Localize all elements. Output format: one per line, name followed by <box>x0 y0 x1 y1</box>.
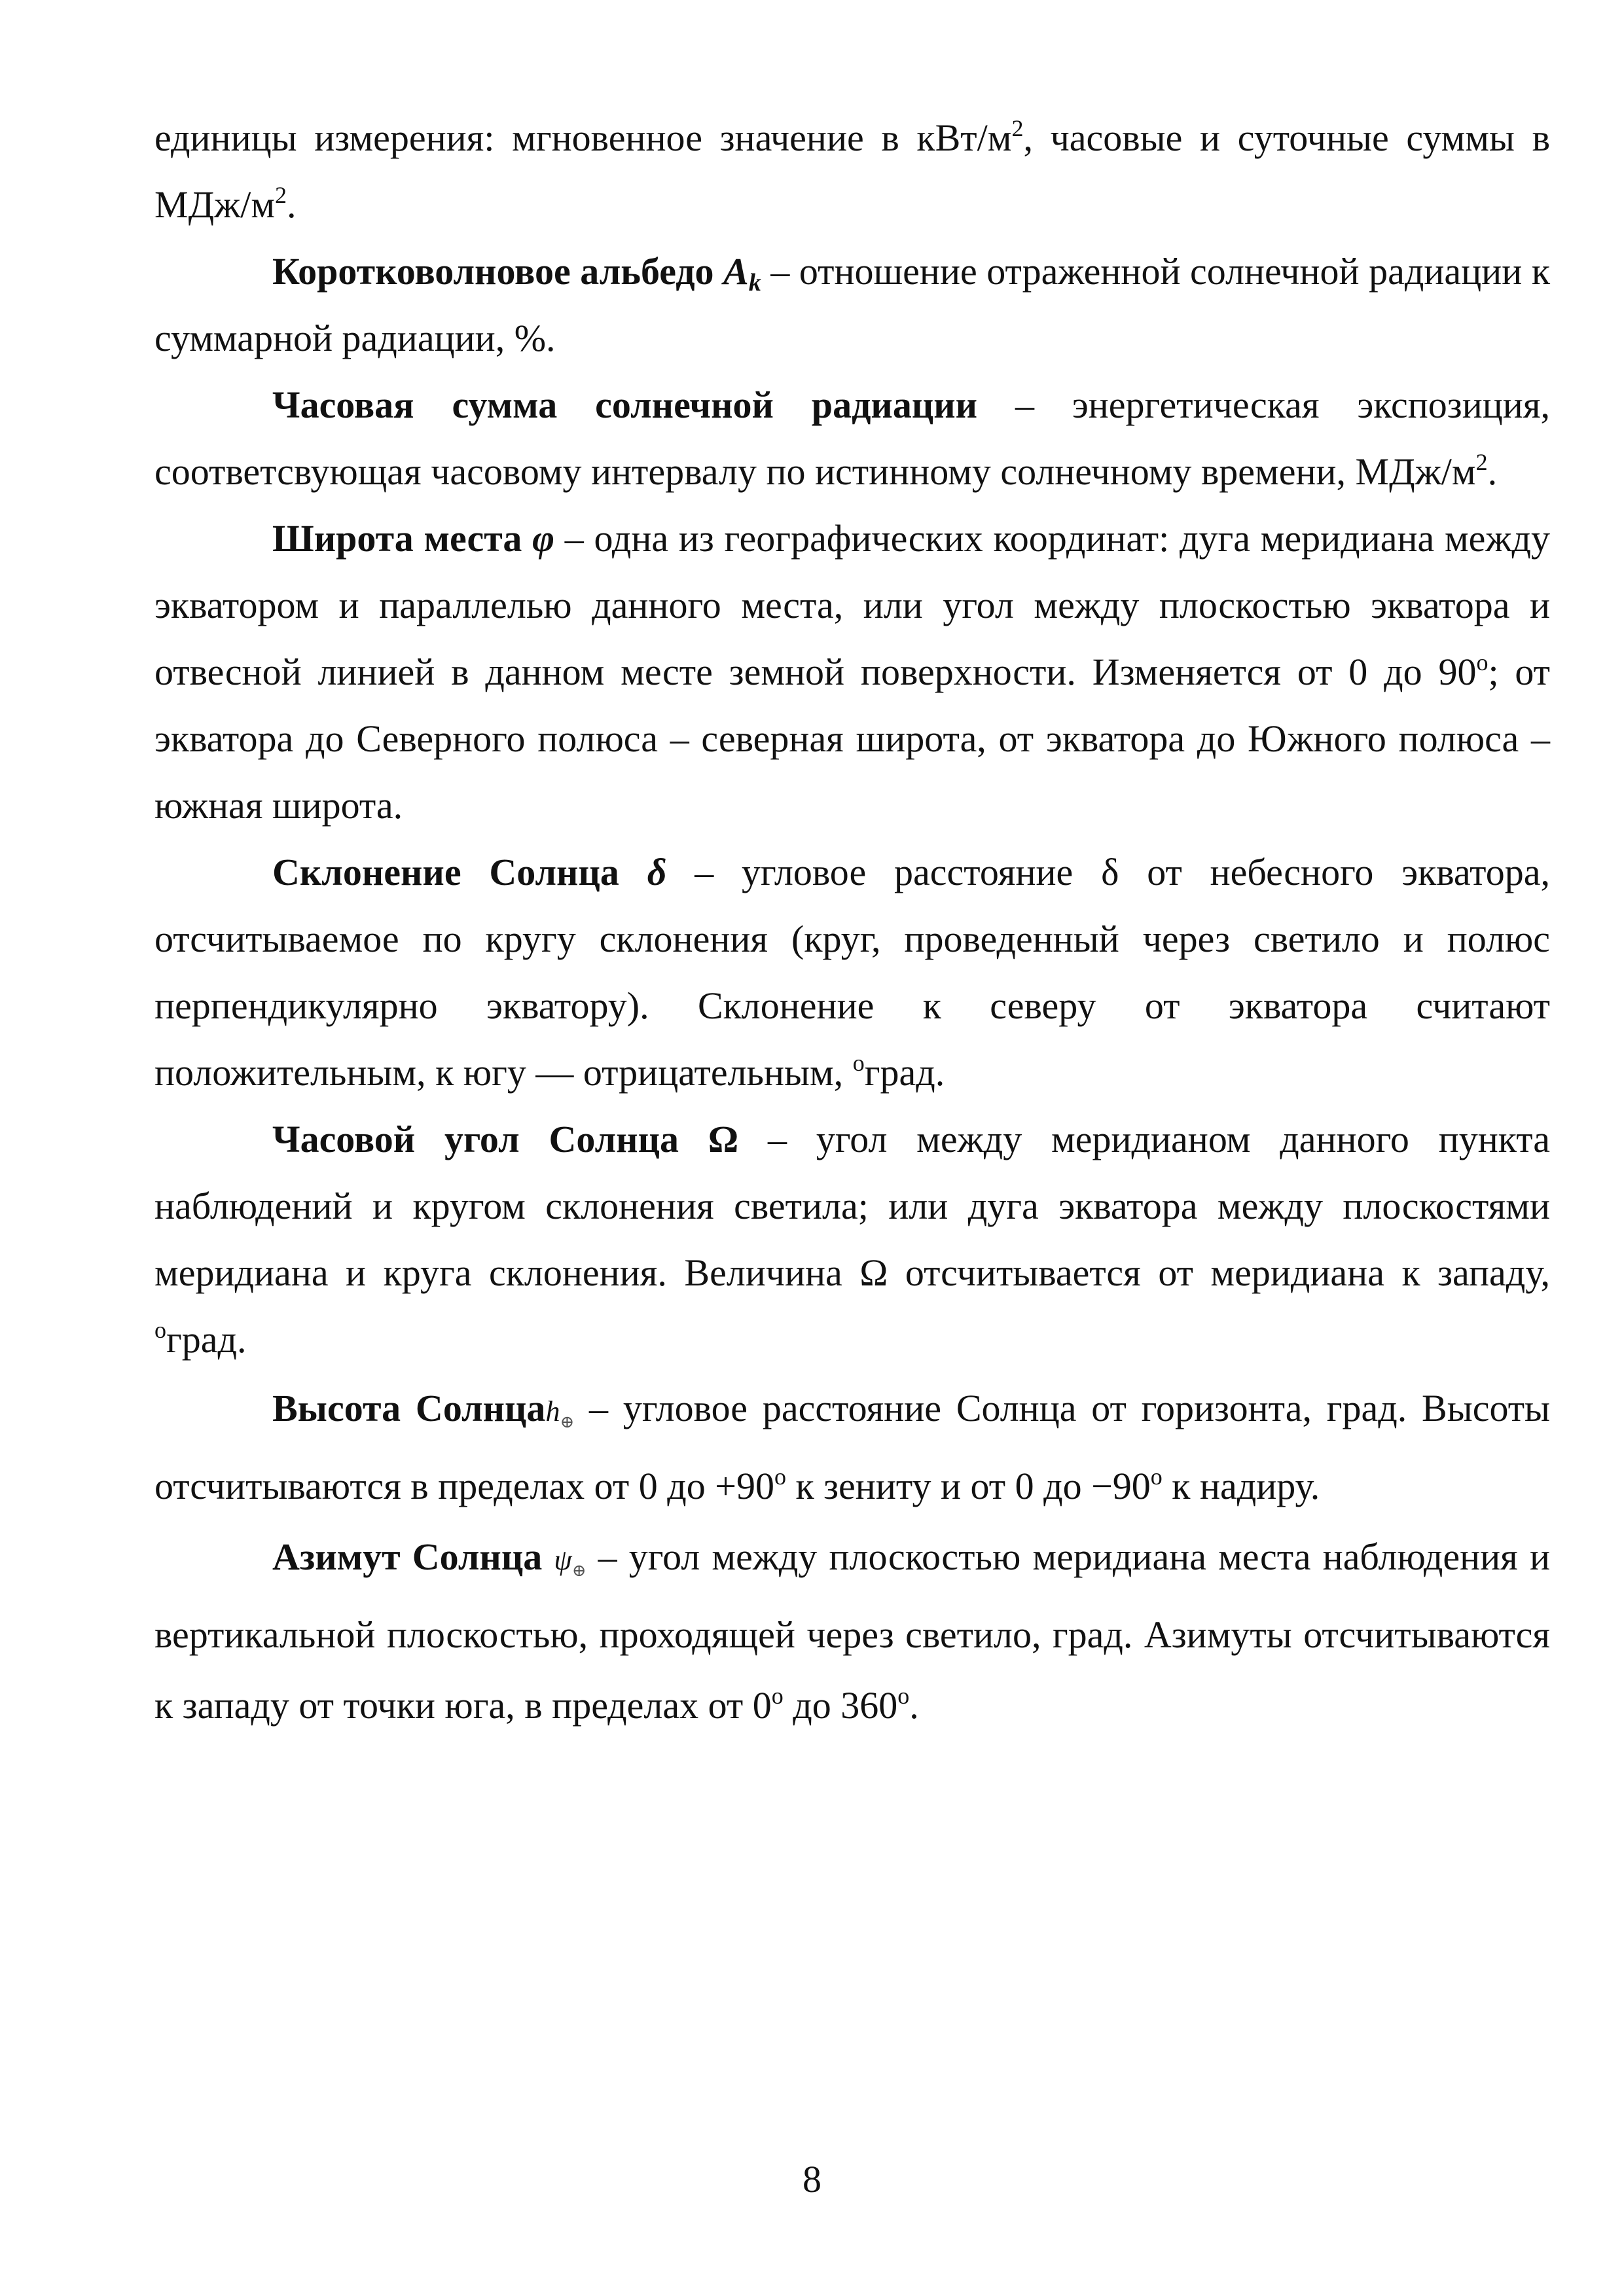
term-sun-altitude: Высота Солнца <box>272 1387 546 1429</box>
hourly-sum-superscript: 2 <box>1475 449 1488 475</box>
definition-latitude-cont: ; от экватора до Северного полюса – северная широта, от экватора до Южного полюса – южная широта. <box>154 651 1550 827</box>
paragraph-hourly-sum <box>154 372 1550 505</box>
units-text: , часовые и суточные суммы в МДж/м <box>154 117 1551 226</box>
symbol-albedo-subscript: k <box>748 269 761 296</box>
symbol-sun-azimuth-main: ψ <box>554 1544 572 1576</box>
paragraph-sun-altitude <box>154 1373 1550 1522</box>
term-hourly-sum: Часовая сумма солнечной радиации <box>272 384 978 426</box>
degree-superscript: o <box>1150 1463 1163 1490</box>
sun-symbol-subscript: ⊕ <box>560 1412 575 1431</box>
symbol-sun-azimuth <box>554 1544 586 1580</box>
degree-superscript: o <box>897 1683 910 1709</box>
definition-sun-azimuth-end: . <box>909 1684 919 1727</box>
degree-superscript: o <box>771 1683 784 1709</box>
symbol-sun-altitude-main: h <box>545 1395 560 1427</box>
paragraph-hour-angle <box>154 1106 1550 1373</box>
units-text: единицы измерения: мгновенное значение в кВт/м <box>154 117 1012 159</box>
definition-sun-azimuth-cont: до 360 <box>783 1684 898 1727</box>
definition-sun-altitude: – угловое расстояние Солнца от горизонта, град. Высоты отсчитываются в пределах от 0 до +90 <box>154 1387 1551 1507</box>
sun-symbol-subscript: ⊕ <box>571 1561 586 1580</box>
definition-albedo: – отношение отраженной солнечной радиации к суммарной радиации, %. <box>154 250 1550 359</box>
symbol-hour-angle: Ω <box>708 1118 739 1160</box>
definition-hour-angle: – угол между меридианом данного пункта наблюдений и кругом склонения светила; или дуга экватора между плоскостями меридиана и круга склонения. Величина Ω отсчитывается от меридиана к западу, <box>154 1118 1551 1294</box>
symbol-albedo-main: A <box>723 250 749 293</box>
definition-sun-altitude-cont: к зениту и от 0 до −90 <box>785 1465 1151 1507</box>
units-text: . <box>287 183 297 226</box>
page-body <box>154 105 1550 1741</box>
units-superscript: 2 <box>275 182 287 208</box>
symbol-albedo <box>723 250 761 296</box>
term-albedo: Коротковолновое альбедо <box>272 250 714 293</box>
definition-declination-end: град. <box>864 1051 945 1094</box>
term-hour-angle: Часовой угол Солнца <box>272 1118 679 1160</box>
definition-declination: – угловое расстояние δ от небесного экватора, отсчитываемое по кругу склонения (круг, проведенный через светило и полюс перпендикулярно экватору). Склонение к северу от экватора считают положительным, к югу — отрицательным, <box>154 851 1550 1094</box>
symbol-declination: δ <box>647 851 667 893</box>
paragraph-sun-azimuth <box>154 1522 1550 1741</box>
degree-superscript: o <box>154 1317 166 1343</box>
definition-hourly-sum-end: . <box>1487 450 1498 493</box>
definition-hourly-sum: – энергетическая экспозиция, соответсвующая часовому интервалу по истинному солнечному времени, МДж/м <box>154 384 1550 493</box>
term-latitude: Широта места <box>272 517 522 560</box>
units-superscript: 2 <box>1011 115 1024 141</box>
paragraph-units <box>154 105 1550 238</box>
definition-latitude: – одна из географических координат: дуга меридиана между экватором и параллелью данного места, или угол между плоскостью экватора и отвесной линией в данном месте земной поверхности. Изменяется от 0 до 90 <box>154 517 1551 693</box>
symbol-latitude: φ <box>532 517 555 560</box>
degree-superscript: o <box>852 1050 865 1076</box>
definition-hour-angle-end: град. <box>166 1318 247 1361</box>
paragraph-declination <box>154 839 1550 1106</box>
term-sun-azimuth: Азимут Солнца <box>272 1535 543 1578</box>
paragraph-albedo <box>154 238 1550 372</box>
degree-superscript: o <box>774 1463 786 1490</box>
page-number: 8 <box>803 2158 821 2200</box>
term-declination: Склонение Солнца <box>272 851 619 893</box>
definition-sun-azimuth: – угол между плоскостью меридиана места наблюдения и вертикальной плоскостью, проходящей через светило, град. Азимуты отсчитываются к западу от точки юга, в пределах от 0 <box>154 1535 1550 1727</box>
definition-sun-altitude-end: к надиру. <box>1162 1465 1320 1507</box>
paragraph-latitude <box>154 505 1550 839</box>
degree-superscript: o <box>1476 649 1489 675</box>
symbol-sun-altitude <box>545 1395 575 1431</box>
